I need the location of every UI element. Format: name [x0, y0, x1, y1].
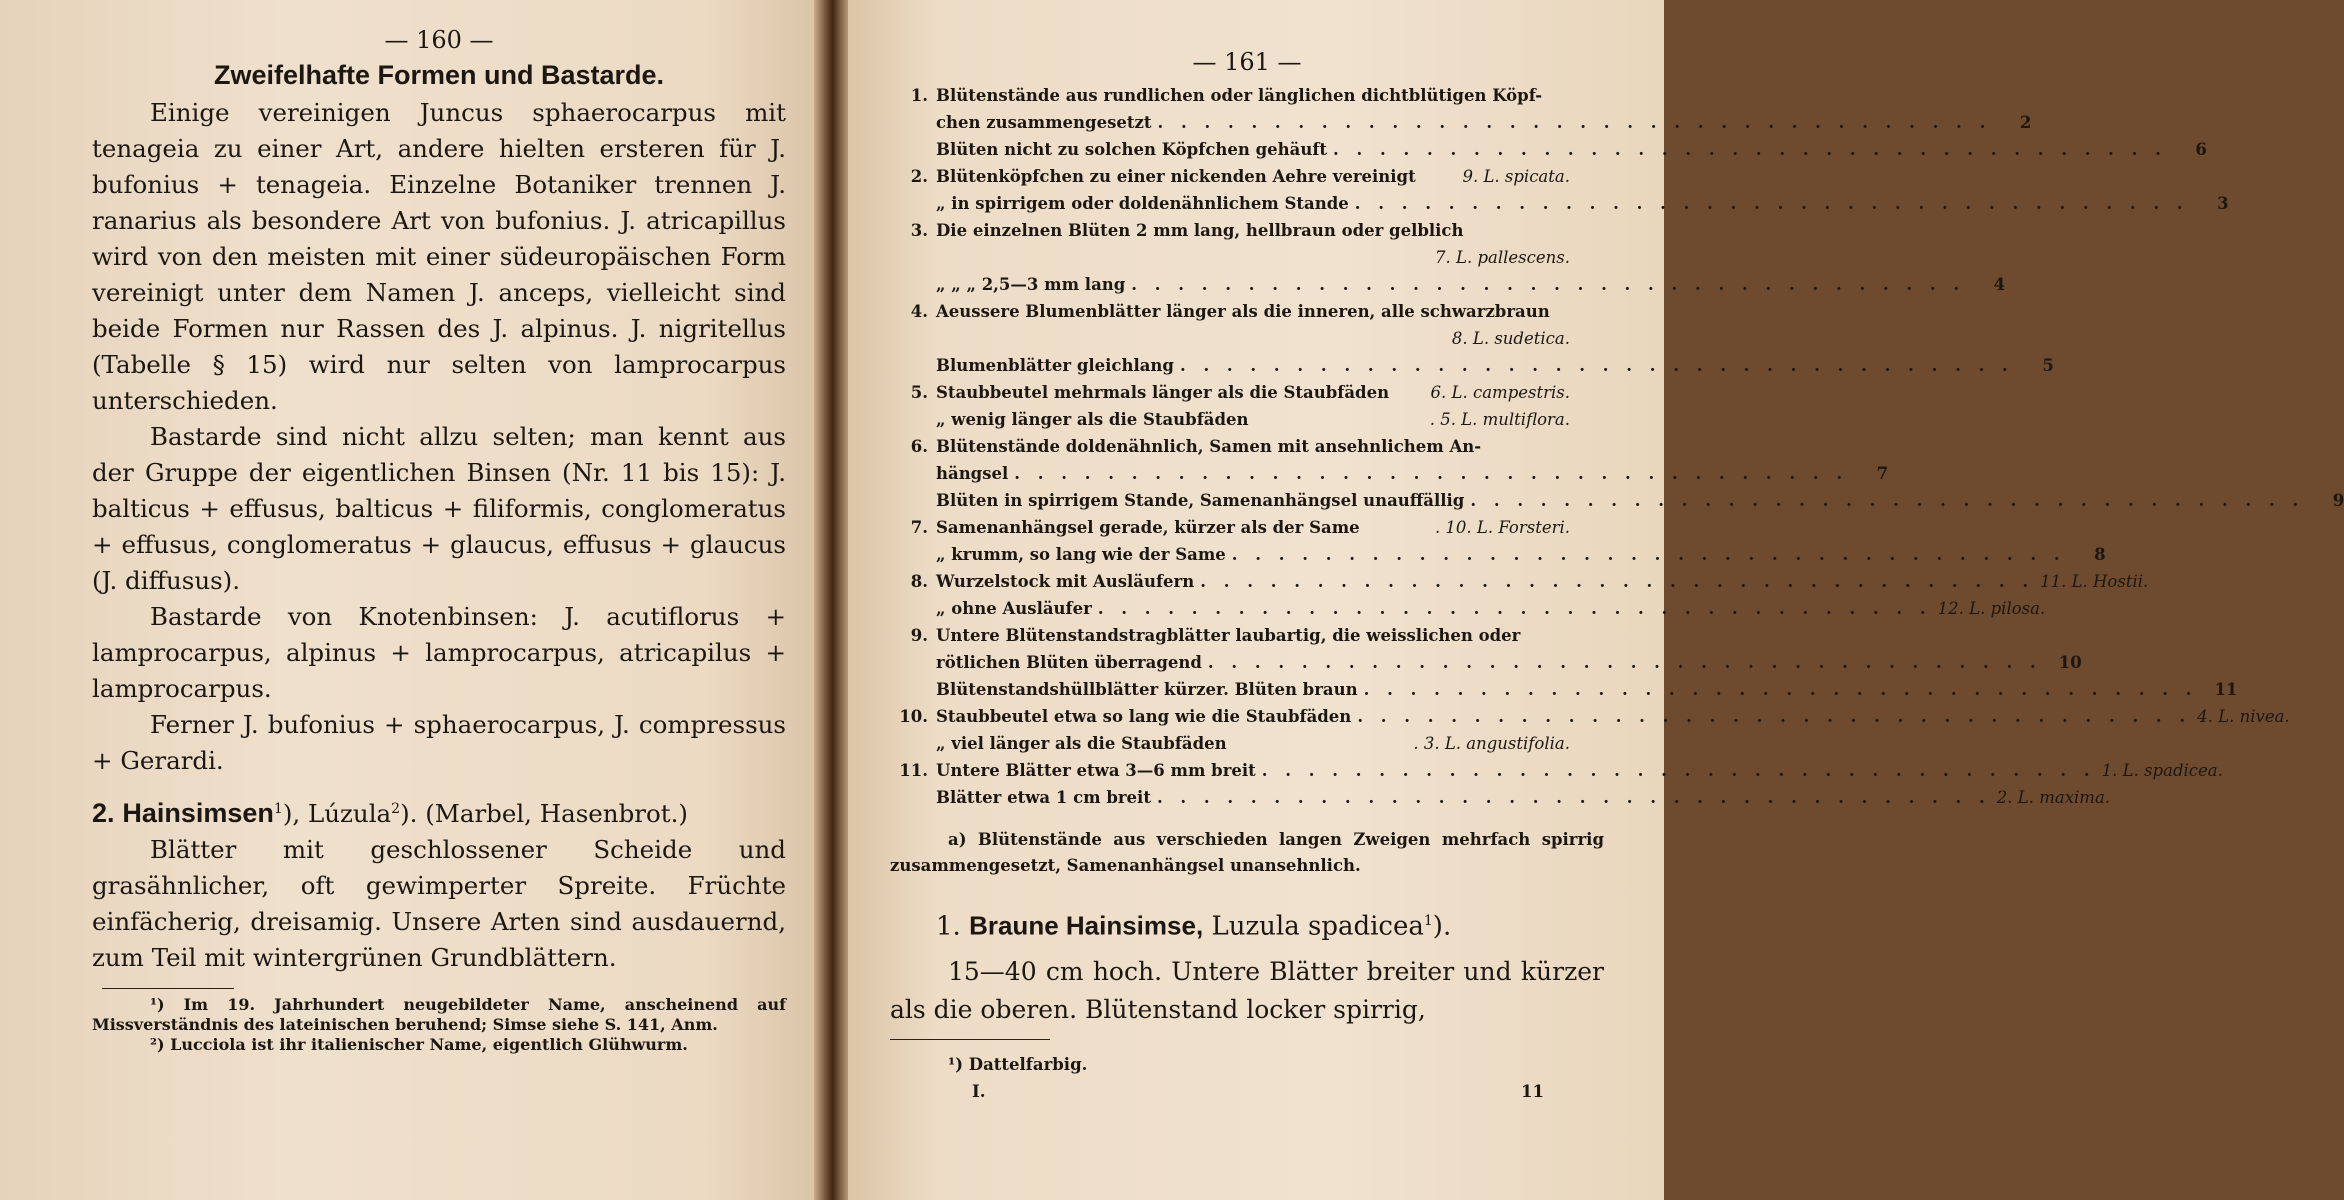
key-text: Samenanhängsel gerade, kürzer als der Same — [936, 518, 1360, 537]
key-line — [890, 217, 1604, 244]
genus-latin: Lúzula — [307, 799, 392, 829]
key-text-wrap — [936, 244, 1570, 271]
species-latin-name: Luzula spadicea — [1211, 911, 1424, 942]
leader-dots — [1463, 217, 1570, 244]
leader-dots: . . . . . . . . . . . . . . . . . . . . . . . . . . . . . . . . . . . . — [1097, 599, 1932, 618]
key-line — [890, 595, 2046, 622]
key-text-wrap — [936, 649, 2048, 676]
leader-dots — [936, 325, 1452, 352]
leader-dots: . . . . . . . . . . . . . . . . . . . . . . . . . . . . . . . . . . . . — [1357, 707, 2192, 726]
species-reference: 12. L. pilosa. — [1937, 599, 2046, 618]
species-tail — [1462, 163, 1570, 190]
left-page — [0, 0, 826, 1200]
species-tail — [2197, 703, 2290, 730]
species-reference: 6. L. campestris. — [1430, 383, 1570, 402]
leader-dots: . . . . . . . . . . . . . . . . . . . . . . . . . . . . . . . . . . . . — [1179, 356, 2014, 375]
species-reference: . 10. L. Forsteri. — [1434, 518, 1570, 537]
key-reference: 11 — [2214, 680, 2238, 699]
species-tail — [2040, 568, 2148, 595]
key-line — [890, 271, 2006, 298]
key-number: 11. — [899, 761, 928, 780]
key-text: Blüten in spirrigem Stande, Samenanhängsel unauffällig — [936, 491, 1465, 510]
key-text: „ in spirrigem oder doldenähnlichem Stande — [936, 194, 1349, 213]
key-text: „ krumm, so lang wie der Same — [936, 545, 1226, 564]
key-text: „ ohne Ausläufer — [936, 599, 1092, 618]
leader-dots — [1550, 298, 1570, 325]
species-heading — [890, 901, 1604, 947]
key-line — [890, 298, 1604, 325]
key-line — [890, 514, 1604, 541]
species-reference: 7. L. pallescens. — [1435, 248, 1570, 267]
species-tail — [1413, 730, 1570, 757]
key-line — [890, 757, 2223, 784]
key-reference: 8 — [2094, 545, 2106, 564]
species-tail — [1938, 595, 2046, 622]
leader-dots: . . . . . . . . . . . . . . . . . . . . . . . . . . . . . . . . . . . . — [1363, 680, 2198, 699]
key-text: Blütenstände doldenähnlich, Samen mit ansehnlichem An- — [936, 437, 1482, 456]
key-text-wrap — [936, 163, 1570, 190]
key-line — [890, 325, 1604, 352]
key-text-wrap — [936, 568, 2148, 595]
species-tail — [1435, 244, 1570, 271]
species-reference: 1. L. spadicea. — [2101, 761, 2223, 780]
key-text: Blumenblätter gleichlang — [936, 356, 1174, 375]
species-reference: . 3. L. angustifolia. — [1413, 734, 1570, 753]
leader-dots: . . . . . . . . . . . . . . . . . . . . . . . . . . . . . . . . . . . . — [1261, 761, 2096, 780]
key-number: 6. — [910, 437, 928, 456]
key-text-wrap — [936, 379, 1570, 406]
species-tail — [1435, 514, 1570, 541]
leader-dots — [1481, 433, 1570, 460]
key-text: Staubbeutel mehrmals länger als die Staubfäden — [936, 383, 1390, 402]
key-reference: 2 — [2019, 113, 2032, 132]
key-note: a) Blütenstände aus verschieden langen Zweigen mehrfach spirrig zusammengesetzt, Samenanhängsel unansehnlich. — [890, 830, 1604, 875]
key-line — [890, 730, 1604, 757]
species-tail — [1997, 784, 2110, 811]
key-text-wrap — [936, 514, 1570, 541]
leader-dots: . . . . . . . . . . . . . . . . . . . . . . . . . . . . . . . . . . . . — [1200, 572, 2035, 591]
genus-number: 2. — [92, 798, 115, 829]
key-text: Blätter etwa 1 cm breit — [936, 788, 1151, 807]
leader-dots: . . . . . . . . . . . . . . . . . . . . . . . . . . . . . . . . . . . . — [1231, 545, 2066, 564]
leader-dots: . . . . . . . . . . . . . . . . . . . . . . . . . . . . . . . . . . . . — [1156, 788, 1991, 807]
paragraph: Ferner J. bufonius + sphaerocarpus, J. compressus + Gerardi. — [92, 710, 786, 775]
key-number: 4. — [910, 302, 928, 321]
species-reference: . 5. L. multiflora. — [1429, 410, 1570, 429]
species-tail — [1430, 406, 1570, 433]
species-tail — [2102, 757, 2223, 784]
right-page — [836, 0, 2344, 1200]
key-text-wrap — [936, 325, 1570, 352]
key-number: 7. — [910, 518, 928, 537]
key-text-wrap — [936, 487, 2310, 514]
key-reference: 9 — [2332, 491, 2344, 510]
key-number: 8. — [910, 572, 928, 591]
species-reference: 9. L. spicata. — [1462, 167, 1570, 186]
key-text: Blütenköpfchen zu einer nickenden Aehre vereinigt — [936, 167, 1416, 186]
key-line — [890, 649, 2082, 676]
key-number: 3. — [910, 221, 928, 240]
page-number: — 161 — — [1192, 48, 1302, 76]
key-text-wrap — [936, 730, 1570, 757]
key-line — [890, 82, 1604, 109]
species-description: 15—40 cm hoch. Untere Blätter breiter und kürzer als die oberen. Blütenstand locker spirrig, — [890, 956, 1604, 1024]
key-text: Wurzelstock mit Ausläufern — [936, 572, 1195, 591]
leader-dots — [1249, 406, 1430, 433]
footnote-mark: 1 — [1423, 913, 1433, 929]
species-tail — [1431, 379, 1570, 406]
key-text: „ „ „ 2,5—3 mm lang — [936, 275, 1126, 294]
key-text-wrap — [936, 622, 1570, 649]
key-text-wrap — [936, 676, 2203, 703]
key-line — [890, 703, 2290, 730]
key-number: 5. — [910, 383, 928, 402]
key-text: „ viel länger als die Staubfäden — [936, 734, 1227, 753]
footnote-rule — [890, 1039, 1050, 1040]
footnote-mark: 1 — [273, 801, 283, 817]
key-text-wrap — [936, 271, 1971, 298]
page-number: — 160 — — [384, 26, 494, 54]
key-text-wrap — [936, 109, 1997, 136]
key-line — [890, 379, 1604, 406]
leader-dots: . . . . . . . . . . . . . . . . . . . . . . . . . . . . . . . . . . . . — [1207, 653, 2042, 672]
key-reference: 3 — [2217, 194, 2229, 213]
key-text: Die einzelnen Blüten 2 mm lang, hellbraun oder gelblich — [936, 221, 1464, 240]
key-line — [890, 352, 2054, 379]
key-text: „ wenig länger als die Staubfäden — [936, 410, 1249, 429]
key-line — [890, 163, 1604, 190]
key-text-wrap — [936, 757, 2223, 784]
footnote: ²) Lucciola ist ihr italienischer Name, eigentlich Glühwurm. — [150, 1035, 688, 1055]
signature-number: 11 — [1521, 1081, 1544, 1101]
key-line — [890, 460, 1889, 487]
heading-close: ). — [1432, 911, 1452, 942]
key-line — [890, 244, 1604, 271]
key-text-wrap — [936, 595, 2045, 622]
key-text-wrap — [936, 433, 1570, 460]
footnote-rule — [102, 988, 234, 989]
key-line — [890, 136, 2207, 163]
key-number: 10. — [899, 707, 928, 726]
key-text: rötlichen Blüten überragend — [936, 653, 1202, 672]
leader-dots: . . . . . . . . . . . . . . . . . . . . . . . . . . . . . . . . . . . . — [1014, 464, 1849, 483]
key-line — [890, 433, 1604, 460]
key-text-wrap — [936, 541, 2072, 568]
key-line — [890, 622, 1604, 649]
key-reference: 4 — [1993, 275, 2006, 294]
key-text: Staubbeutel etwa so lang wie die Staubfäden — [936, 707, 1352, 726]
paragraph: Bastarde sind nicht allzu selten; man kennt aus der Gruppe der eigentlichen Binsen (Nr. 11 bis 15): J. balticus + effusus, balticus + filiformis, conglomeratus + effusus, conglomeratus + glaucus, effusus + glaucus (J. diffusus). — [92, 422, 786, 595]
key-text-wrap — [936, 352, 2020, 379]
species-reference: 11. L. Hostii. — [2040, 572, 2149, 591]
key-line — [890, 406, 1604, 433]
footnote-mark: 2 — [391, 801, 401, 817]
genus-section: 2. Hainsimsen$^1$), Lúzula$^2$). (Marbel, Hasenbrot.) — [92, 798, 688, 829]
key-text-wrap — [936, 82, 1570, 109]
key-line — [890, 487, 2344, 514]
key-text: Aeussere Blumenblätter länger als die inneren, alle schwarzbraun — [936, 302, 1550, 321]
key-text: Untere Blütenstandstragblätter laubartig, die weisslichen oder — [936, 626, 1521, 645]
key-text: chen zusammengesetzt — [936, 113, 1152, 132]
paragraph: Einige vereinigen Juncus sphaerocarpus mit tenageia zu einer Art, andere hielten ersteren für J. bufonius + tenageia. Einzelne Botaniker trennen J. ranarius als besondere Art von bufonius. J. atricapillus wird von den meisten mit einer südeuropäischen Form vereinigt unter dem Namen J. anceps, vielleicht sind beide Formen nur Rassen des J. alpinus. J. nigritellus (Tabelle § 15) wird nur selten von lamprocarpus unterschieden. — [92, 98, 786, 415]
species-common-name: Braune Hainsimse, — [969, 910, 1204, 941]
genus-name: Hainsimsen — [122, 798, 274, 829]
signature-line — [890, 1078, 1604, 1101]
key-number: 9. — [910, 626, 928, 645]
genus-description: Blätter mit geschlossener Scheide und grasähnlicher, oft gewimperter Spreite. Früchte einfächerig, dreisamig. Unsere Arten sind ausdauernd, zum Teil mit wintergrünen Grundblättern. — [92, 835, 786, 973]
leader-dots — [936, 244, 1435, 271]
book-gutter — [814, 0, 848, 1200]
leader-dots: . . . . . . . . . . . . . . . . . . . . . . . . . . . . . . . . . . . . — [1470, 491, 2305, 510]
signature-mark: I. — [972, 1081, 986, 1101]
key-text: hängsel — [936, 464, 1009, 483]
key-text-wrap — [936, 136, 2173, 163]
species-reference: 4. L. nivea. — [2197, 707, 2290, 726]
footnote: ¹) Im 19. Jahrhundert neugebildeter Name, anscheinend auf Missverständnis des lateinischen beruhend; Simse siehe S. 141, Anm. — [92, 995, 786, 1035]
species-tail — [1452, 325, 1570, 352]
key-text: Blütenstände aus rundlichen oder länglichen dichtblütigen Köpf- — [936, 86, 1543, 105]
leader-dots — [1542, 82, 1570, 109]
key-text-wrap — [936, 784, 2110, 811]
leader-dots: . . . . . . . . . . . . . . . . . . . . . . . . . . . . . . . . . . . . — [1354, 194, 2189, 213]
key-text: Blütenstandshüllblätter kürzer. Blüten braun — [936, 680, 1358, 699]
leader-dots — [1360, 514, 1435, 541]
key-line — [890, 190, 2229, 217]
key-text-wrap — [936, 460, 1854, 487]
species-number: 1. — [936, 911, 961, 942]
leader-dots — [1389, 379, 1430, 406]
key-text-wrap — [936, 703, 2290, 730]
footnote: ¹) Dattelfarbig. — [948, 1054, 1088, 1074]
paragraph: Bastarde von Knotenbinsen: J. acutiflorus + lamprocarpus, alpinus + lamprocarpus, atricapilus + lamprocarpus. — [92, 602, 786, 703]
key-text: Blüten nicht zu solchen Köpfchen gehäuft — [936, 140, 1328, 159]
leader-dots — [1416, 163, 1463, 190]
key-reference: 7 — [1876, 464, 1889, 483]
section-heading: Zweifelhafte Formen und Bastarde. — [213, 60, 665, 90]
key-line — [890, 568, 2149, 595]
key-text-wrap — [936, 190, 2195, 217]
leader-dots — [1227, 730, 1414, 757]
leader-dots — [1520, 622, 1570, 649]
key-text-wrap — [936, 298, 1570, 325]
key-text: Untere Blätter etwa 3—6 mm breit — [936, 761, 1256, 780]
key-line — [890, 676, 2238, 703]
leader-dots: . . . . . . . . . . . . . . . . . . . . . . . . . . . . . . . . . . . . — [1333, 140, 2167, 159]
identification-key — [890, 82, 2344, 811]
leader-dots: . . . . . . . . . . . . . . . . . . . . . . . . . . . . . . . . . . . . — [1157, 113, 1992, 132]
key-line — [890, 541, 2106, 568]
key-number: 1. — [910, 86, 928, 105]
key-reference: 6 — [2195, 140, 2207, 159]
key-reference: 5 — [2042, 356, 2054, 375]
leader-dots: . . . . . . . . . . . . . . . . . . . . . . . . . . . . . . . . . . . . — [1131, 275, 1966, 294]
genus-common-names: ). (Marbel, Hasenbrot.) — [400, 799, 688, 829]
species-reference: 2. L. maxima. — [1996, 788, 2111, 807]
species-reference: 8. L. sudetica. — [1451, 329, 1570, 348]
key-reference: 10 — [2058, 653, 2082, 672]
key-text-wrap — [936, 217, 1570, 244]
key-text-wrap — [936, 406, 1570, 433]
key-number: 2. — [910, 167, 928, 186]
key-line — [890, 784, 2111, 811]
key-line — [890, 109, 2032, 136]
